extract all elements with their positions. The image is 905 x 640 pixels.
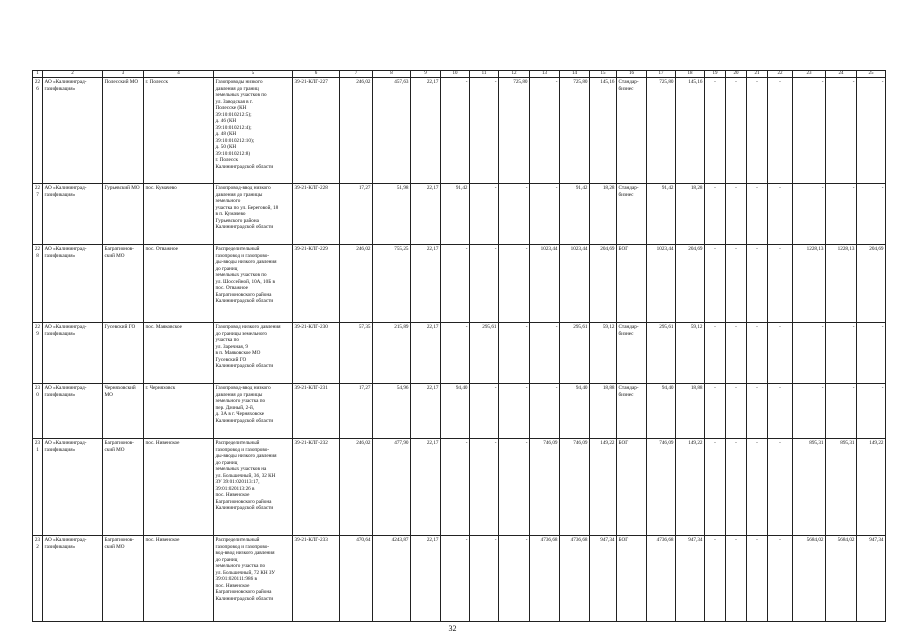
cell-col-21: - [747, 384, 768, 439]
cell-col-4: пос. Кумачево [144, 184, 214, 245]
cell-col-2: АО «Калининград- газификация» [43, 184, 103, 245]
column-number-21: 21 [747, 71, 768, 78]
cell-col-10: 94,40 [441, 384, 470, 439]
column-number-5: 5 [214, 71, 293, 78]
cell-col-8: 54,96 [373, 384, 411, 439]
column-number-19: 19 [705, 71, 726, 78]
cell-col-20: - [726, 384, 747, 439]
cell-col-12: - [499, 536, 530, 622]
column-number-22: 22 [768, 71, 793, 78]
cell-col-11: - [470, 78, 499, 184]
cell-col-22: - [768, 245, 793, 323]
cell-col-17: 1023,44 [647, 245, 676, 323]
cell-col-23: - [793, 323, 826, 384]
cell-col-25: - [857, 384, 886, 439]
cell-col-10: - [441, 536, 470, 622]
cell-col-13: - [530, 184, 560, 245]
cell-col-3: Багратионов- ский МО [103, 245, 144, 323]
table-row [33, 439, 886, 536]
cell-col-2: АО «Калининград- газификация» [43, 384, 103, 439]
cell-col-18: 145,16 [676, 78, 705, 184]
cell-col-6: 39-21-КЛГ-231 [293, 384, 340, 439]
column-number-25: 25 [857, 71, 886, 78]
cell-col-11: - [470, 384, 499, 439]
cell-col-15: 145,16 [590, 78, 617, 184]
cell-col-1: 230 [33, 384, 43, 439]
cell-col-9: 22,17 [411, 323, 441, 384]
cell-col-7: 246,02 [340, 245, 373, 323]
cell-col-21: - [747, 245, 768, 323]
cell-col-24: - [826, 184, 857, 245]
cell-col-16: Стандар- бизнес [617, 78, 647, 184]
cell-col-4: г. Полесск [144, 78, 214, 184]
cell-col-17: 295,61 [647, 323, 676, 384]
cell-col-22: - [768, 439, 793, 536]
cell-col-22: - [768, 323, 793, 384]
table-row [33, 184, 886, 245]
cell-col-21: - [747, 536, 768, 622]
cell-col-9: 22,17 [411, 384, 441, 439]
cell-col-17: 91,42 [647, 184, 676, 245]
cell-col-2: АО «Калининград- газификация» [43, 245, 103, 323]
cell-col-5: Распределительный газопровод и газопрово- ды-вводы низкого давления до границ земельных участков на ул. Большечный, 36, 32 КН ЗУ 39:01:020113:17, 39:01:020113:26 в пос. Нивенское Багратионовского района Калининградской области [214, 439, 293, 536]
cell-col-15: 59,12 [590, 323, 617, 384]
cell-col-16: БОГ [617, 536, 647, 622]
cell-col-13: 746,09 [530, 439, 560, 536]
cell-col-14: 1023,44 [560, 245, 590, 323]
cell-col-6: 39-21-КЛГ-232 [293, 439, 340, 536]
cell-col-12: - [499, 323, 530, 384]
cell-col-17: 4736,68 [647, 536, 676, 622]
cell-col-25: - [857, 184, 886, 245]
cell-col-7: 246,02 [340, 78, 373, 184]
cell-col-14: 725,80 [560, 78, 590, 184]
cell-col-13: 4736,68 [530, 536, 560, 622]
column-number-7: 7 [340, 71, 373, 78]
cell-col-10: - [441, 245, 470, 323]
cell-col-4: пос. Отважное [144, 245, 214, 323]
cell-col-9: 22,17 [411, 439, 441, 536]
cell-col-13: - [530, 78, 560, 184]
cell-col-14: 295,61 [560, 323, 590, 384]
cell-col-15: 204,69 [590, 245, 617, 323]
cell-col-13: - [530, 323, 560, 384]
cell-col-1: 226 [33, 78, 43, 184]
cell-col-1: 229 [33, 323, 43, 384]
column-number-row [33, 71, 886, 78]
cell-col-2: АО «Калининград- газификация» [43, 536, 103, 622]
column-number-1: 1 [33, 71, 43, 78]
cell-col-19: - [705, 323, 726, 384]
cell-col-20: - [726, 184, 747, 245]
cell-col-7: 57,35 [340, 323, 373, 384]
cell-col-18: 59,12 [676, 323, 705, 384]
cell-col-9: 22,17 [411, 536, 441, 622]
cell-col-5: Газопровод-ввод низкого давления до границы земельного участка по ул. Береговой, 18 в п. Кумачево Гурьевского района Калининградской области [214, 184, 293, 245]
cell-col-6: 39-21-КЛГ-229 [293, 245, 340, 323]
cell-col-6: 39-21-КЛГ-227 [293, 78, 340, 184]
cell-col-3: Багратионов- ский МО [103, 439, 144, 536]
cell-col-22: - [768, 536, 793, 622]
table-row [33, 323, 886, 384]
cell-col-15: 18,28 [590, 184, 617, 245]
cell-col-23: 1228,13 [793, 245, 826, 323]
cell-col-23: - [793, 78, 826, 184]
cell-col-3: Гурьевский МО [103, 184, 144, 245]
column-number-14: 14 [560, 71, 590, 78]
cell-col-15: 18,88 [590, 384, 617, 439]
cell-col-17: 725,80 [647, 78, 676, 184]
column-number-6: 6 [293, 71, 340, 78]
cell-col-7: 17,27 [340, 184, 373, 245]
cell-col-20: - [726, 323, 747, 384]
cell-col-24: - [826, 323, 857, 384]
tariff-table [32, 70, 886, 622]
cell-col-2: АО «Калининград- газификация» [43, 78, 103, 184]
column-number-23: 23 [793, 71, 826, 78]
cell-col-22: - [768, 78, 793, 184]
cell-col-25: - [857, 78, 886, 184]
cell-col-14: 91,42 [560, 184, 590, 245]
cell-col-19: - [705, 536, 726, 622]
cell-col-3: Черняховский МО [103, 384, 144, 439]
cell-col-2: АО «Калининград- газификация» [43, 439, 103, 536]
cell-col-10: 91,42 [441, 184, 470, 245]
cell-col-5: Распределительный газопровод и газопрово- ды-вводы низкого давления до границ земельных участков по ул. Шоссейной, 10А, 10Б в пос. Отважное Багратионовского района Калининградской области [214, 245, 293, 323]
cell-col-8: 477,90 [373, 439, 411, 536]
cell-col-19: - [705, 78, 726, 184]
cell-col-1: 228 [33, 245, 43, 323]
column-number-8: 8 [373, 71, 411, 78]
cell-col-10: - [441, 78, 470, 184]
cell-col-8: 755,25 [373, 245, 411, 323]
table-row [33, 78, 886, 184]
cell-col-20: - [726, 439, 747, 536]
cell-col-12: - [499, 184, 530, 245]
cell-col-25: 204,69 [857, 245, 886, 323]
cell-col-21: - [747, 439, 768, 536]
cell-col-20: - [726, 536, 747, 622]
cell-col-11: - [470, 245, 499, 323]
cell-col-18: 947,34 [676, 536, 705, 622]
column-number-17: 17 [647, 71, 676, 78]
cell-col-10: - [441, 323, 470, 384]
cell-col-2: АО «Калининград- газификация» [43, 323, 103, 384]
table-row [33, 384, 886, 439]
cell-col-9: 22,17 [411, 184, 441, 245]
cell-col-24: 895,31 [826, 439, 857, 536]
cell-col-9: 22,17 [411, 245, 441, 323]
column-number-16: 16 [617, 71, 647, 78]
cell-col-14: 94,40 [560, 384, 590, 439]
cell-col-1: 232 [33, 536, 43, 622]
cell-col-21: - [747, 184, 768, 245]
cell-col-25: 947,34 [857, 536, 886, 622]
cell-col-5: Газопровод низкого давления до границы земельного участка по ул. Заречная, 9 в п. Маяковское МО Гусевский ГО Калининградской области [214, 323, 293, 384]
cell-col-5: Газопроводы низкого давления до границ земельных участков по ул. Заводская в г. Полесске (КН 39:10:010212:5); д. 46 (КН 39:10:010212:4); д. 48 (КН 39:10:010212:10); д. 50 (КН 39:10:010212:8) г. Полесск Калининградской области [214, 78, 293, 184]
column-number-11: 11 [470, 71, 499, 78]
cell-col-22: - [768, 384, 793, 439]
cell-col-25: 149,22 [857, 439, 886, 536]
cell-col-19: - [705, 184, 726, 245]
cell-col-14: 4736,68 [560, 536, 590, 622]
cell-col-24: - [826, 78, 857, 184]
column-number-12: 12 [499, 71, 530, 78]
cell-col-19: - [705, 384, 726, 439]
cell-col-23: 895,31 [793, 439, 826, 536]
cell-col-7: 17,27 [340, 384, 373, 439]
cell-col-5: Газопровод-ввод низкого давления до границы земельного участка по пер. Дачный, 2-й, д. 3А в г. Черняховске Калининградской области [214, 384, 293, 439]
column-number-9: 9 [411, 71, 441, 78]
column-number-18: 18 [676, 71, 705, 78]
cell-col-1: 227 [33, 184, 43, 245]
cell-col-12: - [499, 439, 530, 536]
cell-col-23: - [793, 384, 826, 439]
cell-col-8: 457,63 [373, 78, 411, 184]
cell-col-8: 4243,87 [373, 536, 411, 622]
cell-col-18: 18,28 [676, 184, 705, 245]
cell-col-16: БОГ [617, 439, 647, 536]
cell-col-6: 39-21-КЛГ-228 [293, 184, 340, 245]
cell-col-20: - [726, 245, 747, 323]
cell-col-12: - [499, 384, 530, 439]
cell-col-24: 1228,13 [826, 245, 857, 323]
cell-col-3: Полесский МО [103, 78, 144, 184]
cell-col-21: - [747, 323, 768, 384]
cell-col-5: Распределительный газопровод и газопрово- вод-ввод низкого давления до границ земельного участка по ул. Большечный, 72 КН ЗУ 39:01:020111:986 в пос. Нивенское Багратионовского района Калининградской области [214, 536, 293, 622]
cell-col-15: 947,34 [590, 536, 617, 622]
cell-col-16: Стандар- бизнес [617, 384, 647, 439]
cell-col-17: 94,40 [647, 384, 676, 439]
cell-col-16: БОГ [617, 245, 647, 323]
column-number-4: 4 [144, 71, 214, 78]
column-number-3: 3 [103, 71, 144, 78]
cell-col-16: Стандар- бизнес [617, 323, 647, 384]
cell-col-13: - [530, 384, 560, 439]
page-number: 32 [448, 624, 457, 633]
cell-col-19: - [705, 439, 726, 536]
table-row [33, 536, 886, 622]
cell-col-22: - [768, 184, 793, 245]
cell-col-7: 246,02 [340, 439, 373, 536]
cell-col-11: - [470, 184, 499, 245]
cell-col-14: 746,09 [560, 439, 590, 536]
cell-col-12: 725,80 [499, 78, 530, 184]
cell-col-24: 5684,02 [826, 536, 857, 622]
cell-col-20: - [726, 78, 747, 184]
cell-col-4: пос. Маяковское [144, 323, 214, 384]
cell-col-17: 746,09 [647, 439, 676, 536]
column-number-2: 2 [43, 71, 103, 78]
cell-col-4: пос. Нивенское [144, 536, 214, 622]
column-number-15: 15 [590, 71, 617, 78]
cell-col-18: 204,69 [676, 245, 705, 323]
column-number-13: 13 [530, 71, 560, 78]
column-number-20: 20 [726, 71, 747, 78]
column-number-10: 10 [441, 71, 470, 78]
cell-col-25: - [857, 323, 886, 384]
cell-col-18: 149,22 [676, 439, 705, 536]
cell-col-8: 215,89 [373, 323, 411, 384]
cell-col-11: - [470, 536, 499, 622]
cell-col-7: 470,64 [340, 536, 373, 622]
cell-col-13: 1023,44 [530, 245, 560, 323]
cell-col-21: - [747, 78, 768, 184]
cell-col-9: 22,17 [411, 78, 441, 184]
column-number-24: 24 [826, 71, 857, 78]
cell-col-19: - [705, 245, 726, 323]
cell-col-6: 39-21-КЛГ-230 [293, 323, 340, 384]
cell-col-24: - [826, 384, 857, 439]
table-row [33, 245, 886, 323]
cell-col-3: Багратионов- ский МО [103, 536, 144, 622]
cell-col-4: г. Черняховск [144, 384, 214, 439]
cell-col-3: Гусевский ГО [103, 323, 144, 384]
cell-col-10: - [441, 439, 470, 536]
cell-col-4: пос. Нивенское [144, 439, 214, 536]
cell-col-1: 231 [33, 439, 43, 536]
cell-col-11: - [470, 439, 499, 536]
cell-col-12: - [499, 245, 530, 323]
cell-col-8: 51,98 [373, 184, 411, 245]
cell-col-6: 39-21-КЛГ-233 [293, 536, 340, 622]
cell-col-23: - [793, 184, 826, 245]
cell-col-11: 295,61 [470, 323, 499, 384]
cell-col-23: 5684,02 [793, 536, 826, 622]
cell-col-18: 18,88 [676, 384, 705, 439]
cell-col-16: Стандар- бизнес [617, 184, 647, 245]
cell-col-15: 149,22 [590, 439, 617, 536]
